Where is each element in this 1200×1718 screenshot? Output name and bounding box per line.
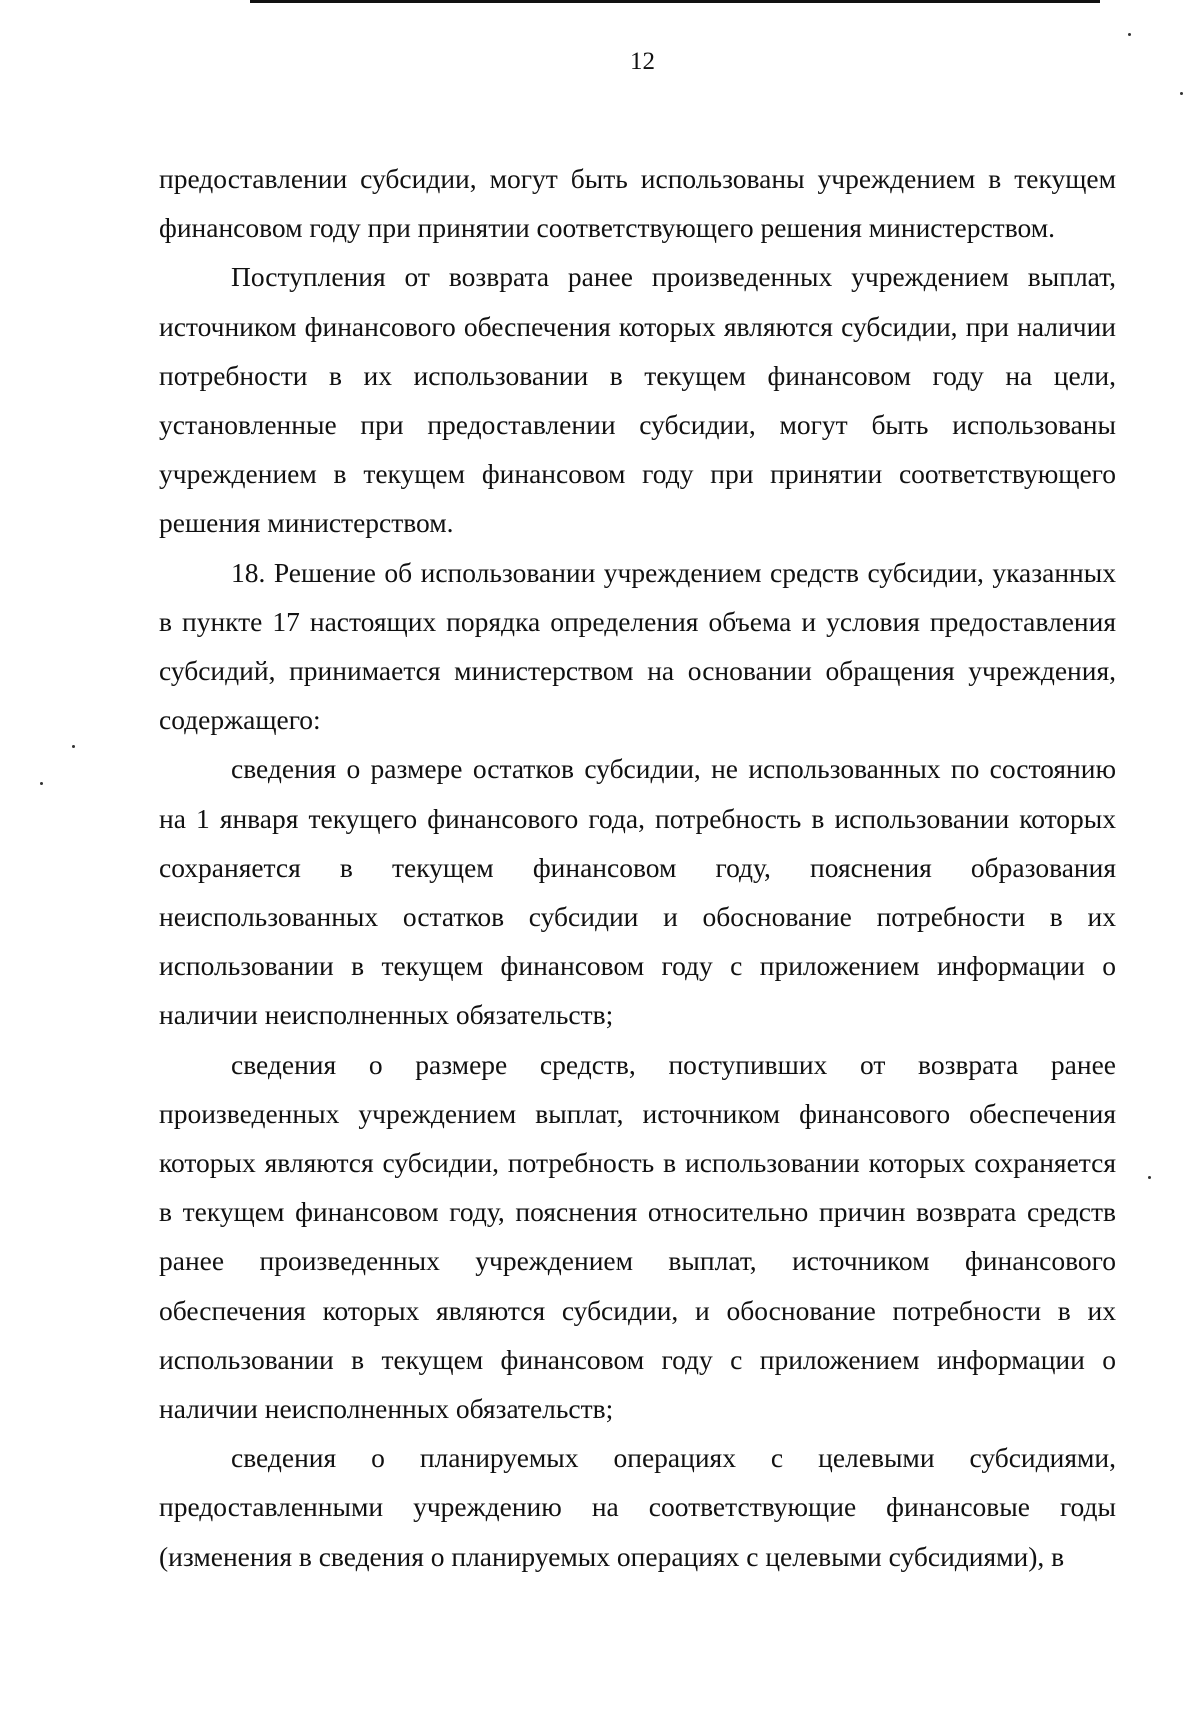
scan-speck	[1180, 92, 1183, 95]
paragraph-returns: Поступления от возврата ранее произведенных учреждением выплат, источником финансового обеспечения которых являются субсидии, при наличии потребности в их использовании в текущем финансовом году на цели, установленные при предоставлении субсидии, могут быть использованы учреждением в текущем финансовом году при принятии соответствующего решения министерством.	[159, 261, 1116, 539]
paragraph-returned-funds-info: сведения о размере средств, поступивших от возврата ранее произведенных учреждением выплат, источником финансового обеспечения которых являются субсидии, потребность в использовании которых сохраняется в текущем финансовом году, пояснения относительно причин возврата средств ранее произведенных учреждением выплат, источником финансового обеспечения которых являются субсидии, и обоснование потребности в их использовании в текущем финансовом году с приложением информации о наличии неисполненных обязательств;	[159, 1048, 1116, 1425]
top-scan-border	[250, 0, 1100, 3]
document-body	[159, 154, 1116, 1581]
paragraph-continuation: предоставлении субсидии, могут быть использованы учреждением в текущем финансовом году при принятии соответствующего решения министерством.	[159, 163, 1116, 244]
scan-speck	[1128, 33, 1131, 36]
paragraph-remainders-info: сведения о размере остатков субсидии, не использованных по состоянию на 1 января текущего финансового года, потребность в использовании которых сохраняется в текущем финансовом году, пояснения образования неиспользованных остатков субсидии и обоснование потребности в их использовании в текущем финансовом году с приложением информации о наличии неисполненных обязательств;	[159, 753, 1116, 1031]
scan-speck	[40, 782, 43, 785]
page-number: 12	[630, 48, 655, 75]
scan-speck	[1148, 1176, 1151, 1179]
scan-speck	[72, 745, 75, 748]
paragraph-item-18: 18. Решение об использовании учреждением средств субсидии, указанных в пункте 17 настоящих порядка определения объема и условия предоставления субсидий, принимается министерством на основании обращения учреждения, содержащего:	[159, 556, 1116, 736]
paragraph-planned-operations: сведения о планируемых операциях с целевыми субсидиями, предоставленными учреждению на соответствующие финансовые годы (изменения в сведения о планируемых операциях с целевыми субсидиями), в	[159, 1442, 1116, 1572]
